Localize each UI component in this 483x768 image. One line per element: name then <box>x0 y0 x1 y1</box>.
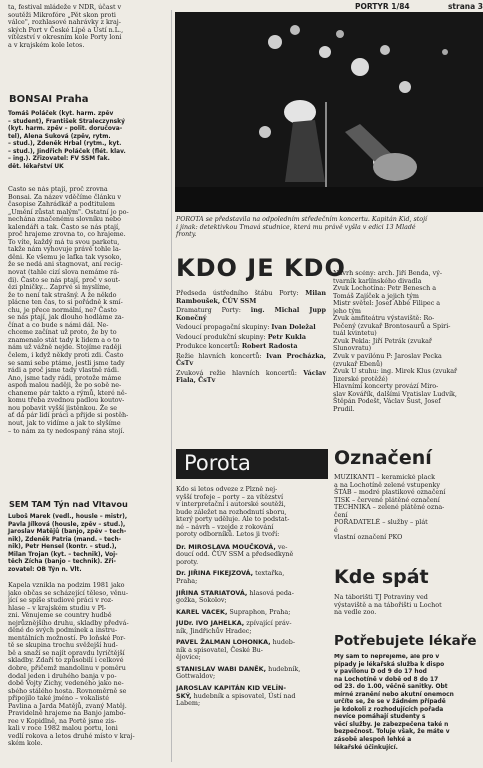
porota-heading: Porota <box>184 451 251 475</box>
kdo-item: Produkce koncertů: Robert Radosta <box>176 342 298 351</box>
concert-photo-image <box>175 12 483 212</box>
semtam-body: Kapela vznikla na podzim 1981 jako jako občas se scházející těleso, věnu- jící se spíše studiové práci v roz- hlase – v krajském studiu v Pl- zni. Věnujeme se country hudbě nejrůznějšího druhu, skladby předvá- děné do svých podmínek a instru- mentálních možností. Po loňské Por- tě se skupina trochu svěžejší hud- bě a snaží se najít opravdu lyričtější skladby. Zdaří to způsobilí i celkové dobre, přičemž mandolinu v poměru dodal jeden i druhého banja v po- době Vojty Zichy, vedeného jako ne- sbého stálého hosta. Rovnoměrně se připojilo také jméno – vokalisté Pavlina a Jarda Matějů, zvaný Matěj. Pravidelně hrajeme na Banjo jambo- ree v Kopidlně, na Portě jsme zis- kali v roce 1982 malou portu, loni vedlí rokova a letos druhé místo v kraj- ském kole. <box>8 582 135 748</box>
porota-intro: Kdo si letos odveze z Plzně nej- vyšší trofeje – porty – za vítězství v interpretační i autorské soutěži, bude záležet na rozhodnutí sboru, který porty uděluje. Ale to podstat- né – návrh – vzejde z rokování poroty odborníků. Letos ji tvoří: <box>176 486 290 539</box>
porota-article <box>176 486 328 766</box>
potrebujete-heading: Potřebujete lékaře <box>334 633 477 649</box>
porota-banner <box>176 449 328 479</box>
photo-caption <box>176 216 482 242</box>
oznaceni-text: MUZIKANTI – keramické plack a na Lochotíně zelené vstupenky ŠTÁB – modré plastikové označení TISK – červené plátěné označení TECHNIKA – zelené plátěné ozna- čení POŘADATELÉ – služby – plát é vlastní označení PKO <box>334 474 446 542</box>
jury-member: Dr. MIROSLAVA MOUČKOVÁ, ve- doucí odd. ČÚV SSM a předsedkyně poroty. <box>176 542 294 566</box>
jury-member: JIŘINA STARIATOVÁ, hlasová peda- gožka, Sokolov; <box>176 588 294 605</box>
magazine-name: PORTYR 1/84 <box>355 2 410 11</box>
kde-article <box>334 594 483 620</box>
kdo-item: Vedoucí propagační skupiny: Ivan Doležal <box>176 323 316 332</box>
intro-text: ta, festival mládeže v NDR, účast v soutěži Mikrofóre „Pět skon proti válce", rozhlasové nahrávky z kraj- ských Port v České Lípě a Ústí n.L., vítězství v okresním kole Porty loni a v krajském kole letos. <box>8 3 124 49</box>
kde-heading: Kde spát <box>334 566 429 588</box>
kdo-right-text: Návrh scény: arch. Jiří Benda, vý- tvarník karlínského divadla Zvuk Lochotína: Petr Benesch a Tomáš Zajíček a jejich tým Mistr světel: Josef Abbé Filipec a jeho tým Zvuk amfiteátru výstaviště: Ro- Pečený (zvukař Brontosaurů a Spiri- tuál kvintetu) Zvuk Pekla: Jiří Petrák (zvukař Slunovratu) Zvuk v pavilónu P: Jaroslav Pecka (zvukař Ebenů) Zvuk U stuhu: ing. Mirek Klus (zvukař Jizerské protěžé) Hlavními koncerty provází Miro- slav Kovářík, dalšími Vratislav Ludvík, Štěpán Podešt, Václav Šust, Josef Prudil. <box>333 270 458 413</box>
jury-member: Dr. JIŘINA FIKEJZOVÁ, textařka, Praha; <box>176 569 285 586</box>
kdo-heading: KDO JE KDO <box>176 254 346 282</box>
page-header <box>355 2 483 12</box>
potrebujete-article <box>334 654 483 766</box>
semtam-members-text: Luboš Marek (vedl., housle – mistr), Pavla Jílková (housle, zpěv – stud.), Jaroslav Matějů (banjo, zpěv – tech- nik), Zdeněk Patria (mand. – tech- nik), Petr Hensel (kontr. – stud.), Milan Trojan (kyt. – technik), Voj- těch Zícha (banjo – technik). Zři- zovatel: OB Týn n. Vlt. <box>8 514 128 573</box>
semtam-article <box>8 582 168 766</box>
kdo-left-list <box>176 290 326 450</box>
kdo-right-list <box>333 270 483 435</box>
photo-caption-text: POROTA se představila na odpoledním středečním koncertu. Kapitán Kid, stojí i jinak: detektivkou Tmavá studnice, která mu právě vyšla v edici 13 Mladé fronty. <box>176 216 428 239</box>
jury-member: STANISLAV WABI DANĚK, hudebník, Gottwaldov; <box>176 664 301 681</box>
bonsai-body: Často se nás ptají, proč zrovna Bonsai. Za název vděčíme článku v časopise Zahrádkář a podtitulem „Umění zůstat malým". Ostatní jo po- nechána značenému slovníku nebo kalendáři a tak. Často se nás ptají, proč hrajeme zrovna to, co hrajeme. To víte, každý má tu svou parketu, takže nám vyhovuje právě tohle la- děni. Ke všemu je lafka tak vysoko, že se nedá ani stagnovat, ani recig- novat (tahle cizí slova nemáme rá- di). Často se nás ptají, proč v sout- ězi plničky... Zaprvé si myslíme, že to není tak strašný. A že někdo plácne ten čas, to si pořádně k smí- chu, je přece normální, ne? Často se nás ptají, jak dlouho hodláme za- čínat a co bude s námi dál. Ne- chceme začínat už proto, že by to znamenalo stát tady k lidem a o to nám už vážně nejde. Stojíme raději čelem, i když někdy proti zdi. Často se sami sebe ptáme, jestli jsme tady rádi a proč jsme tady vlastně rádi. Ano, jsme tady rádi, protože máme aspoň malou naději, že po sobě ne- chaneme pár takto a rýmů, které ně- komu třeba zvednou padlou koutov- nou pobavit vyšší jistěnkou. Že se ať dá pár lidí práci a přijde si postěh- nout, jak to vidíme a jak to slyšíme – to nám za ty nedospaný rána stojí. <box>8 186 129 435</box>
jury-member: KAREL VACEK, Supraphon, Praha; <box>176 607 291 616</box>
concert-photo <box>175 12 483 212</box>
kdo-item: Předseda ústředního štábu Porty: Milan Ramboušek, ČÚV SSM <box>176 289 326 305</box>
intro-paragraph <box>8 4 168 74</box>
potrebujete-text: My sám to nepřejeme, ale pro v pípady je lékařská služba k dispo v pavilonu D od 9 do 17 hod na Lochotíně v době od 8 do 17 od 23. do 1.00, věčně sanitky. Obt mírné zranění nebo akutní onemocn určíte se, že se v žádném případě je kdokoli z rozhodujících pořada nevíce pomáhají studenty s věcí služby. Je zabezpečena také n bezpečnost. Toluje však, že máte v zásobě alespoň lehké a lékařské účinkující. <box>334 654 454 751</box>
bonsai-members <box>8 111 168 179</box>
column-divider <box>171 10 172 762</box>
kde-text: Na táborišti TJ Potraviny ved výstaviště a na tábořišti u Lochot na vedle zoo. <box>334 594 442 617</box>
oznaceni-article <box>334 474 483 548</box>
oznaceni-heading: Označení <box>334 447 432 469</box>
page-number: strana 3 <box>447 2 483 11</box>
jury-member: JAROSLAV KAPITÁN KID VELÍN- SKÝ, hudebník a spisovatel, Ústí nad Labem; <box>176 684 296 708</box>
jury-member: JUDr. IVO JAHELKA, zpívající práv- ník, Jindřichův Hradec; <box>176 619 292 635</box>
bonsai-heading: BONSAI Praha <box>9 94 89 105</box>
kdo-item: Režie hlavních koncertů: Ivan Procházka, ČsTv <box>176 351 326 368</box>
bonsai-article <box>8 186 168 492</box>
kdo-item: Dramaturg Porty: ing. Michal Jupp Konečný <box>176 306 326 322</box>
jury-member: PAVEL ŽALMAN LOHONKA, hudeb- ník a spisovatel, České Bu- ějovice; <box>176 638 296 662</box>
kdo-item: Zvuková režie hlavních koncertů: Václav Fiala, ČsTv <box>176 368 326 385</box>
semtam-heading: SEM TAM Týn nad Vltavou <box>9 499 128 509</box>
semtam-members <box>8 514 168 576</box>
bonsai-members-text: Tomáš Poláček (kyt. harm. zpěv – student), František Straleczynský (kyt. harm. zpěv – polit. doručova- tel), Alena Suková (zpěv, rytm. – stud.), Zdeněk Hrbal (rytm., kyt. – stud.), Jindřich Poláček (flét. klav. – ing.). Zřizovatel: FV SSM fak. dět. lékařství UK <box>8 111 126 170</box>
kdo-item: Vedoucí produkční skupiny: Petr Kukla <box>176 332 307 341</box>
